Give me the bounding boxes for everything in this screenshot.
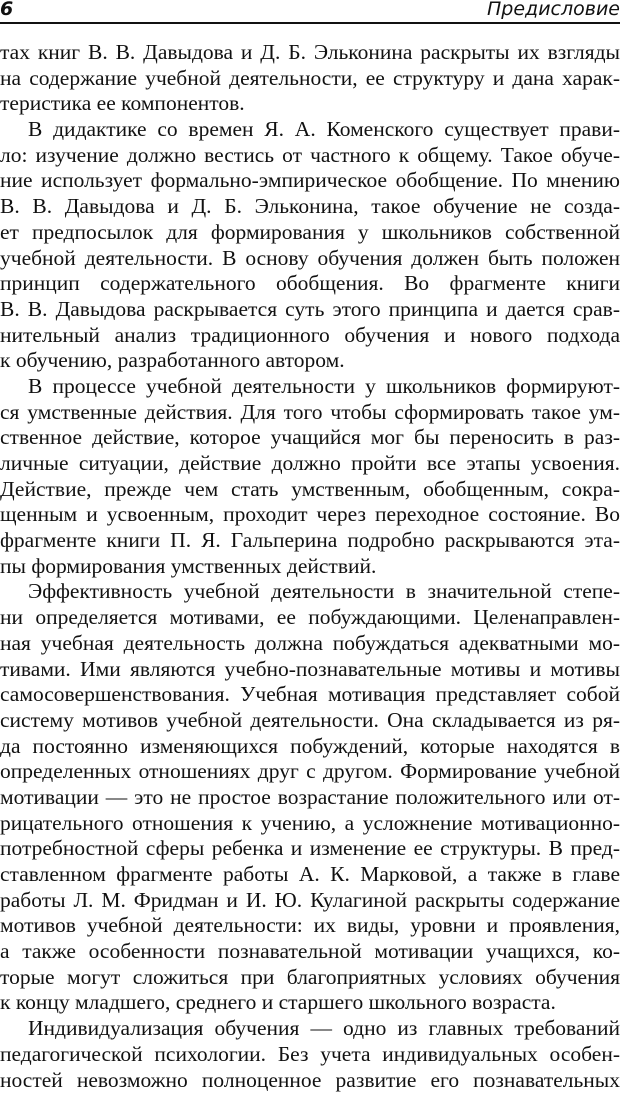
text-line: да постоянно изменяющихся побуждений, которые находятся в — [0, 734, 620, 760]
text-line: Индивидуализация обучения — одно из главных требований — [0, 1016, 620, 1042]
text-line: фрагменте книги П. Я. Гальперина подробно раскрываются эта- — [0, 528, 620, 554]
text-line: торые могут сложиться при благоприятных условиях обучения — [0, 965, 620, 991]
text-line: В дидактике со времен Я. А. Коменского существует прави- — [0, 117, 620, 143]
body-text — [0, 40, 620, 1093]
text-line: Эффективность учебной деятельности в значительной степе- — [0, 579, 620, 605]
text-line: ся умственные действия. Для того чтобы сформировать такое ум- — [0, 400, 620, 426]
page-number: 6 — [0, 0, 13, 21]
text-line: ние использует формально-эмпирическое обобщение. По мнению — [0, 168, 620, 194]
text-line: к концу младшего, среднего и старшего школьного возраста. — [0, 990, 620, 1016]
text-line: ная учебная деятельность должна побуждаться адекватными мо- — [0, 631, 620, 657]
text-line: принцип содержательного обобщения. Во фрагменте книги — [0, 271, 620, 297]
text-line: определенных отношениях друг с другом. Формирование учебной — [0, 759, 620, 785]
text-line: самосовершенствования. Учебная мотивация представляет собой — [0, 682, 620, 708]
text-line: нительный анализ традиционного обучения и нового подхода — [0, 323, 620, 349]
text-line: В. В. Давыдова и Д. Б. Эльконина, такое обучение не созда- — [0, 194, 620, 220]
text-line: потребностной сферы ребенка и изменение ее структуры. В пред- — [0, 836, 620, 862]
text-line: пы формирования умственных действий. — [0, 554, 620, 580]
text-line: учебной деятельности. В основу обучения должен быть положен — [0, 246, 620, 272]
text-line: рицательного отношения к учению, а усложнение мотивационно- — [0, 811, 620, 837]
page-header — [0, 0, 620, 24]
text-line: тивами. Ими являются учебно-познавательные мотивы и мотивы — [0, 657, 620, 683]
text-line: ни определяется мотивами, ее побуждающими. Целенаправлен- — [0, 605, 620, 631]
text-line: мотивации — это не простое возрастание положительного или от- — [0, 785, 620, 811]
text-line: тах книг В. В. Давыдова и Д. Б. Эльконина раскрыты их взгляды — [0, 40, 620, 66]
text-line: Действие, прежде чем стать умственным, обобщенным, сокра- — [0, 477, 620, 503]
text-line: мотивов учебной деятельности: их виды, уровни и проявления, — [0, 913, 620, 939]
text-line: а также особенности познавательной мотивации учащихся, ко- — [0, 939, 620, 965]
text-line: В. В. Давыдова раскрывается суть этого принципа и дается срав- — [0, 297, 620, 323]
text-line: к обучению, разработанного автором. — [0, 348, 620, 374]
text-line: ет предпосылок для формирования у школьников собственной — [0, 220, 620, 246]
text-line: ственное действие, которое учащийся мог бы переносить в раз- — [0, 425, 620, 451]
text-line: ставленном фрагменте работы А. К. Марковой, а также в главе — [0, 862, 620, 888]
text-line: педагогической психологии. Без учета индивидуальных особен- — [0, 1042, 620, 1068]
text-line: ностей невозможно полноценное развитие его познавательных — [0, 1068, 620, 1093]
text-line: на содержание учебной деятельности, ее структуру и дана харак- — [0, 66, 620, 92]
running-head: Предисловие — [487, 0, 620, 21]
text-line: систему мотивов учебной деятельности. Она складывается из ря- — [0, 708, 620, 734]
text-line: щенным и усвоенным, проходит через переходное состояние. Во — [0, 502, 620, 528]
text-line: личные ситуации, действие должно пройти все этапы усвоения. — [0, 451, 620, 477]
text-line: В процессе учебной деятельности у школьников формируют- — [0, 374, 620, 400]
text-line: ло: изучение должно вестись от частного к общему. Такое обуче- — [0, 143, 620, 169]
text-line: работы Л. М. Фридман и И. Ю. Кулагиной раскрыты содержание — [0, 888, 620, 914]
text-line: теристика ее компонентов. — [0, 91, 620, 117]
